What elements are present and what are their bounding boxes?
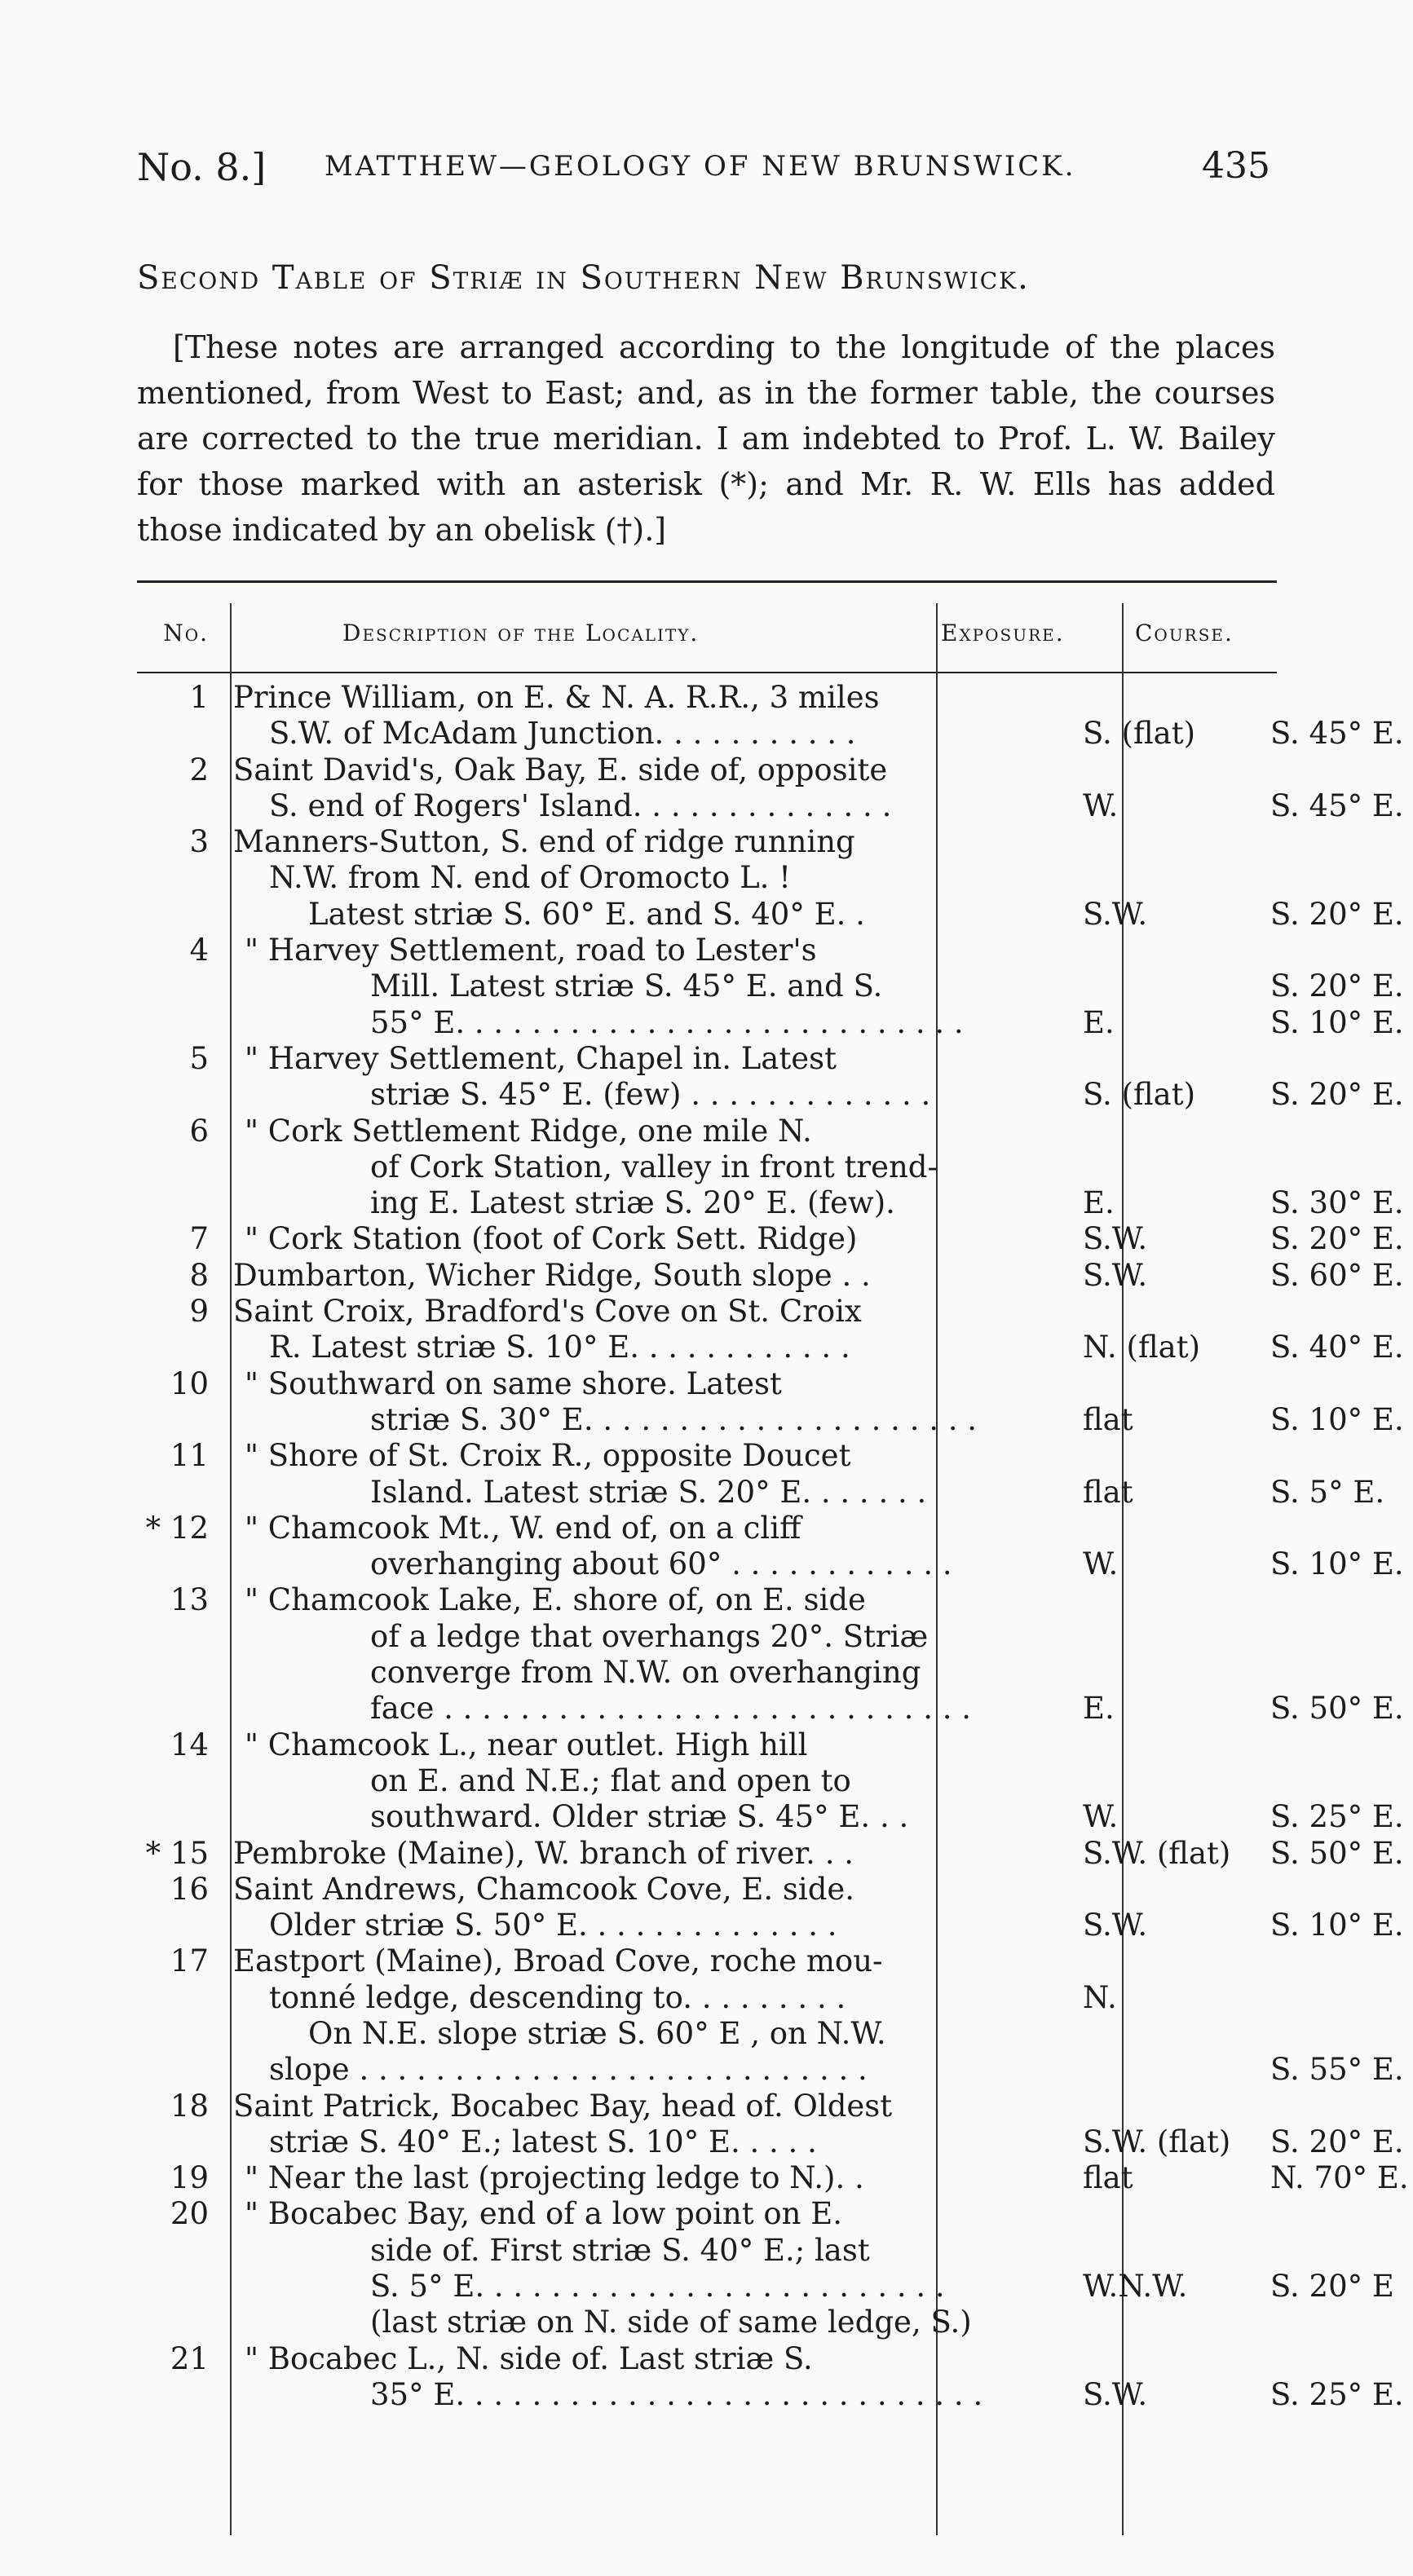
exposure-cell: [1083, 1582, 1246, 1727]
description-line: " Cork Settlement Ridge, one mile N.: [245, 1113, 812, 1149]
exposure-value: S.W.: [1083, 1908, 1148, 1943]
exposure-value: W.: [1083, 787, 1119, 823]
course-value: [1270, 2305, 1413, 2340]
exposure-cell: [1083, 824, 1246, 933]
exposure-value: [1083, 1294, 1246, 1330]
locality-description: [233, 1511, 1068, 1583]
course-value: S. 30° E.: [1270, 1185, 1404, 1221]
exposure-value: [1083, 824, 1246, 860]
exposure-cell: [1083, 1943, 1246, 2088]
course-value: [1270, 680, 1413, 716]
exposure-value: S.W.: [1083, 1221, 1148, 1257]
exposure-cell: [1083, 1727, 1246, 1836]
table-row: [137, 1438, 1385, 1511]
exposure-value: N. (flat): [1083, 1330, 1201, 1365]
exposure-cell: [1083, 752, 1246, 825]
exposure-value: [1083, 2089, 1246, 2124]
description-line: tonné ledge, descending to. . . . . . . . .: [269, 1979, 846, 2015]
description-line: striæ S. 30° E. . . . . . . . . . . . . . . . . . . . .: [370, 1401, 978, 1437]
course-value: S. 20° E.: [1270, 1077, 1404, 1113]
locality-description: [233, 1872, 1068, 1944]
exposure-value: [1083, 1872, 1246, 1908]
description-line: 55° E. . . . . . . . . . . . . . . . . . . . . . . . . . .: [370, 1004, 964, 1040]
exposure-value: flat: [1083, 1474, 1133, 1510]
course-cell: [1270, 680, 1413, 752]
description-line: Dumbarton, Wicher Ridge, South slope . .: [233, 1257, 871, 1293]
table-header-rule: [137, 672, 1277, 673]
exposure-value: [1083, 968, 1246, 1004]
table-row: [137, 1943, 1404, 2088]
row-number: 17: [170, 1943, 209, 1979]
course-cell: [1270, 933, 1413, 1041]
course-cell: [1270, 1438, 1413, 1511]
exposure-value: [1083, 2233, 1246, 2269]
course-value: [1270, 1582, 1413, 1618]
course-value: S. 40° E.: [1270, 1330, 1404, 1365]
locality-description: [233, 2160, 1068, 2196]
row-number: 5: [189, 1040, 209, 1076]
row-number: 7: [189, 1221, 209, 1257]
locality-description: [233, 824, 1068, 933]
table-row: [137, 1257, 1404, 1294]
running-title: MATTHEW—GEOLOGY OF NEW BRUNSWICK.: [325, 150, 1076, 183]
exposure-value: [1083, 1041, 1246, 1077]
course-value: S. 10° E.: [1270, 1401, 1404, 1437]
description-line: S.W. of McAdam Junction. . . . . . . . . . .: [269, 716, 856, 752]
locality-description: [233, 2089, 1068, 2161]
table-row: [137, 1040, 1404, 1114]
exposure-cell: [1083, 1041, 1246, 1114]
course-cell: [1270, 1836, 1413, 1872]
description-line: overhanging about 60° . . . . . . . . . . . .: [370, 1546, 952, 1582]
course-value: [1270, 1727, 1413, 1763]
course-cell: [1270, 1258, 1413, 1294]
course-value: S. 20° E.: [1270, 896, 1404, 932]
course-value: S. 45° E.: [1270, 787, 1404, 823]
table-row: [137, 1835, 1404, 1872]
striae-table-body: [137, 680, 1409, 2413]
course-value: S. 20° E: [1270, 2269, 1394, 2305]
course-cell: [1270, 824, 1413, 933]
col-header-exposure: Exposure.: [941, 620, 1065, 646]
exposure-cell: [1083, 2089, 1246, 2161]
description-line: (last striæ on N. side of same ledge, S.): [370, 2305, 972, 2340]
description-line: Pembroke (Maine), W. branch of river. . .: [233, 1835, 854, 1871]
course-cell: [1270, 1294, 1413, 1366]
exposure-value: S.W.: [1083, 1257, 1148, 1293]
exposure-value: [1083, 1727, 1246, 1763]
description-line: " Shore of St. Croix R., opposite Doucet: [245, 1438, 851, 1474]
issue-number: No. 8.]: [137, 145, 267, 189]
locality-description: [233, 1836, 1068, 1872]
exposure-cell: [1083, 2341, 1246, 2414]
row-number: 10: [170, 1365, 209, 1401]
course-value: S. 45° E.: [1270, 716, 1404, 752]
row-number: 8: [189, 1257, 209, 1293]
description-line: Saint Croix, Bradford's Cove on St. Croix: [233, 1294, 862, 1330]
course-cell: [1270, 1943, 1413, 2088]
exposure-value: [1083, 2341, 1246, 2377]
description-line: striæ S. 45° E. (few) . . . . . . . . . . . . .: [370, 1077, 931, 1113]
description-line: southward. Older striæ S. 45° E. . .: [370, 1799, 909, 1835]
locality-description: [233, 1943, 1068, 2088]
course-value: [1270, 1294, 1413, 1330]
locality-description: [233, 680, 1068, 752]
exposure-value: flat: [1083, 2160, 1133, 2196]
course-value: [1270, 2341, 1413, 2377]
course-value: S. 10° E.: [1270, 1004, 1404, 1040]
course-cell: [1270, 2341, 1413, 2414]
course-cell: [1270, 2089, 1413, 2161]
locality-description: [233, 1258, 1068, 1294]
description-line: face . . . . . . . . . . . . . . . . . . . . . . . . . . . .: [370, 1691, 972, 1727]
exposure-cell: [1083, 1294, 1246, 1366]
description-line: " Bocabec L., N. side of. Last striæ S.: [245, 2340, 813, 2376]
exposure-value: [1083, 860, 1246, 896]
row-number: 4: [189, 933, 209, 968]
table-row: [137, 933, 1404, 1041]
course-value: S. 10° E.: [1270, 1908, 1404, 1943]
course-value: [1270, 824, 1413, 860]
description-line: " Southward on same shore. Latest: [245, 1365, 782, 1401]
course-value: S. 20° E.: [1270, 968, 1404, 1004]
description-line: Saint Andrews, Chamcook Cove, E. side.: [233, 1871, 855, 1907]
exposure-cell: [1083, 1221, 1246, 1257]
exposure-value: S. (flat): [1083, 1077, 1196, 1113]
locality-description: [233, 752, 1068, 825]
exposure-value: [1083, 1763, 1246, 1799]
course-value: [1270, 2233, 1413, 2269]
description-line: of Cork Station, valley in front trend-: [370, 1149, 938, 1184]
row-number: 16: [170, 1871, 209, 1907]
course-cell: [1270, 2160, 1413, 2196]
description-line: Island. Latest striæ S. 20° E. . . . . . .: [370, 1474, 927, 1510]
table-row: [137, 1294, 1404, 1366]
row-number: 11: [170, 1438, 209, 1474]
course-value: S. 55° E.: [1270, 2052, 1404, 2088]
exposure-value: S.W.: [1083, 2376, 1148, 2412]
exposure-cell: [1083, 933, 1246, 1041]
exposure-value: [1083, 1114, 1246, 1149]
description-line: " Chamcook Lake, E. shore of, on E. side: [245, 1582, 866, 1618]
locality-description: [233, 1114, 1068, 1222]
course-cell: [1270, 1114, 1413, 1222]
course-value: S. 20° E.: [1270, 1221, 1404, 1257]
locality-description: [233, 933, 1068, 1041]
description-line: " Bocabec Bay, end of a low point on E.: [245, 2196, 843, 2232]
row-number: 14: [170, 1727, 209, 1762]
locality-description: [233, 1438, 1068, 1511]
description-line: Manners-Sutton, S. end of ridge running: [233, 824, 855, 860]
course-cell: [1270, 1366, 1413, 1439]
exposure-cell: [1083, 2160, 1246, 2196]
table-row: [137, 1582, 1404, 1727]
description-line: on E. and N.E.; flat and open to: [370, 1762, 851, 1798]
description-line: " Chamcook L., near outlet. High hill: [245, 1727, 808, 1762]
exposure-value: W.: [1083, 1799, 1119, 1835]
course-cell: [1270, 1582, 1413, 1727]
row-number: 19: [170, 2160, 209, 2196]
course-cell: [1270, 1511, 1413, 1583]
exposure-cell: [1083, 680, 1246, 752]
course-value: [1270, 1943, 1413, 1979]
exposure-value: S.W. (flat): [1083, 1835, 1231, 1871]
exposure-value: W.N.W.: [1083, 2269, 1188, 2305]
exposure-cell: [1083, 1258, 1246, 1294]
exposure-value: [1083, 680, 1246, 716]
locality-description: [233, 1582, 1068, 1727]
exposure-value: [1083, 1619, 1246, 1655]
course-value: S. 50° E.: [1270, 1691, 1404, 1727]
exposure-value: [1083, 1655, 1246, 1691]
running-head: [137, 145, 1270, 194]
exposure-value: E.: [1083, 1185, 1115, 1221]
exposure-cell: [1083, 2196, 1246, 2340]
exposure-cell: [1083, 1511, 1246, 1583]
locality-description: [233, 2341, 1068, 2414]
row-number: 21: [170, 2340, 209, 2376]
table-row: [137, 1221, 1404, 1257]
exposure-value: [1083, 2016, 1246, 2052]
course-value: S. 10° E.: [1270, 1546, 1404, 1582]
course-cell: [1270, 2196, 1413, 2340]
exposure-value: W.: [1083, 1546, 1119, 1582]
col-header-description: Description of the Locality.: [342, 620, 700, 646]
description-line: side of. First striæ S. 40° E.; last: [370, 2232, 870, 2268]
table-row: [137, 1510, 1404, 1583]
exposure-value: N.: [1083, 1979, 1117, 2015]
table-row: [137, 1871, 1404, 1944]
table-row: [137, 2160, 1409, 2196]
locality-description: [233, 1727, 1068, 1836]
exposure-value: [1083, 1149, 1246, 1185]
locality-description: [233, 1366, 1068, 1439]
course-value: S. 60° E.: [1270, 1257, 1404, 1293]
locality-description: [233, 2196, 1068, 2340]
description-line: " Harvey Settlement, road to Lester's: [245, 933, 817, 968]
course-value: [1270, 1980, 1413, 2016]
exposure-value: flat: [1083, 1401, 1133, 1437]
description-line: Latest striæ S. 60° E. and S. 40° E. .: [308, 896, 865, 932]
description-line: converge from N.W. on overhanging: [370, 1655, 921, 1691]
course-value: [1270, 860, 1413, 896]
row-number: * 12: [145, 1510, 209, 1546]
description-line: 35° E. . . . . . . . . . . . . . . . . . . . . . . . . . . .: [370, 2376, 983, 2412]
course-value: [1270, 1872, 1413, 1908]
course-value: [1270, 933, 1413, 968]
course-value: [1270, 1619, 1413, 1655]
description-line: slope . . . . . . . . . . . . . . . . . . . . . . . . . . .: [269, 2052, 868, 2088]
course-cell: [1270, 752, 1413, 825]
description-line: Older striæ S. 50° E. . . . . . . . . . . . . .: [269, 1908, 837, 1943]
description-line: On N.E. slope striæ S. 60° E , on N.W.: [308, 2015, 886, 2051]
course-value: S. 25° E.: [1270, 1799, 1404, 1835]
course-value: [1270, 1511, 1413, 1546]
description-line: S. 5° E. . . . . . . . . . . . . . . . . . . . . . . . .: [370, 2269, 945, 2305]
col-header-no: No.: [163, 620, 209, 646]
description-line: Saint David's, Oak Bay, E. side of, opposite: [233, 752, 888, 787]
exposure-value: [1083, 933, 1246, 968]
table-row: [137, 2088, 1404, 2161]
table-row: [137, 680, 1404, 752]
exposure-cell: [1083, 1872, 1246, 1944]
exposure-cell: [1083, 1438, 1246, 1511]
course-cell: [1270, 1041, 1413, 1114]
table-row: [137, 2196, 1394, 2340]
locality-description: [233, 1221, 1068, 1257]
exposure-value: [1083, 1511, 1246, 1546]
row-number: 6: [189, 1113, 209, 1149]
intro-note: [137, 324, 1275, 553]
course-value: [1270, 1438, 1413, 1474]
exposure-value: [1083, 2305, 1246, 2340]
description-line: Prince William, on E. & N. A. R.R., 3 miles: [233, 680, 880, 715]
course-value: [1270, 1763, 1413, 1799]
row-number: 20: [170, 2196, 209, 2232]
exposure-cell: [1083, 1836, 1246, 1872]
exposure-value: [1083, 1943, 1246, 1979]
course-value: S. 5° E.: [1270, 1474, 1385, 1510]
description-line: " Harvey Settlement, Chapel in. Latest: [245, 1040, 837, 1076]
course-value: [1270, 1366, 1413, 1402]
exposure-value: [1083, 2196, 1246, 2232]
exposure-value: E.: [1083, 1004, 1115, 1040]
table-row: [137, 1113, 1404, 1222]
exposure-cell: [1083, 1366, 1246, 1439]
exposure-value: [1083, 1366, 1246, 1402]
row-number: 3: [189, 824, 209, 860]
description-line: " Chamcook Mt., W. end of, on a cliff: [245, 1510, 801, 1546]
exposure-value: S.W.: [1083, 896, 1148, 932]
exposure-cell: [1083, 1114, 1246, 1222]
course-value: S. 20° E.: [1270, 2124, 1404, 2159]
course-value: S. 25° E.: [1270, 2376, 1404, 2412]
exposure-value: S.W. (flat): [1083, 2124, 1231, 2159]
course-value: [1270, 1655, 1413, 1691]
table-row: [137, 752, 1404, 825]
description-line: N.W. from N. end of Oromocto L. !: [269, 860, 792, 896]
description-line: " Near the last (projecting ledge to N.). .: [245, 2160, 864, 2196]
course-cell: [1270, 1872, 1413, 1944]
course-value: [1270, 2196, 1413, 2232]
page-number: 435: [1202, 145, 1270, 187]
intro-text: [These notes are arranged according to the longitude of the places mentioned, from West to East; and, as in the former table, the courses are corrected to the true meridian. I am indebted to Prof. L. W. Bailey for those marked with an asterisk (*); and Mr. R. W. Ells has added those indicated by an obelisk (†).]: [137, 329, 1275, 548]
course-value: [1270, 752, 1413, 788]
exposure-value: [1083, 2052, 1246, 2088]
row-number: * 15: [145, 1835, 209, 1871]
course-cell: [1270, 1221, 1413, 1257]
course-value: [1270, 1149, 1413, 1185]
course-value: S. 50° E.: [1270, 1835, 1404, 1871]
table-top-rule: [137, 580, 1277, 583]
exposure-value: [1083, 1582, 1246, 1618]
row-number: 1: [189, 680, 209, 715]
description-line: Saint Patrick, Bocabec Bay, head of. Oldest: [233, 2088, 893, 2124]
description-line: ing E. Latest striæ S. 20° E. (few).: [370, 1185, 895, 1221]
locality-description: [233, 1041, 1068, 1114]
locality-description: [233, 1294, 1068, 1366]
table-row: [137, 2340, 1404, 2414]
row-number: 2: [189, 752, 209, 787]
table-row: [137, 1727, 1404, 1836]
table-row: [137, 1365, 1404, 1439]
course-value: [1270, 1114, 1413, 1149]
course-value: [1270, 2016, 1413, 2052]
exposure-value: [1083, 752, 1246, 788]
course-cell: [1270, 1727, 1413, 1836]
description-line: striæ S. 40° E.; latest S. 10° E. . . . .: [269, 2124, 817, 2159]
col-header-course: Course.: [1135, 620, 1234, 646]
description-line: R. Latest striæ S. 10° E. . . . . . . . . . . .: [269, 1330, 850, 1365]
exposure-value: S. (flat): [1083, 716, 1196, 752]
table-title: Second Table of Striæ in Southern New Brunswick.: [137, 259, 1030, 297]
course-value: [1270, 2089, 1413, 2124]
course-value: [1270, 1041, 1413, 1077]
description-line: Mill. Latest striæ S. 45° E. and S.: [370, 968, 883, 1004]
row-number: 13: [170, 1582, 209, 1618]
row-number: 18: [170, 2088, 209, 2124]
table-row: [137, 824, 1404, 933]
description-line: of a ledge that overhangs 20°. Striæ: [370, 1618, 929, 1654]
course-value: N. 70° E.: [1270, 2160, 1409, 2196]
exposure-value: E.: [1083, 1691, 1115, 1727]
exposure-value: [1083, 1438, 1246, 1474]
description-line: " Cork Station (foot of Cork Sett. Ridge): [245, 1221, 858, 1257]
description-line: Eastport (Maine), Broad Cove, roche mou-: [233, 1943, 883, 1979]
row-number: 9: [189, 1294, 209, 1330]
description-line: S. end of Rogers' Island. . . . . . . . . . . . . .: [269, 787, 892, 823]
